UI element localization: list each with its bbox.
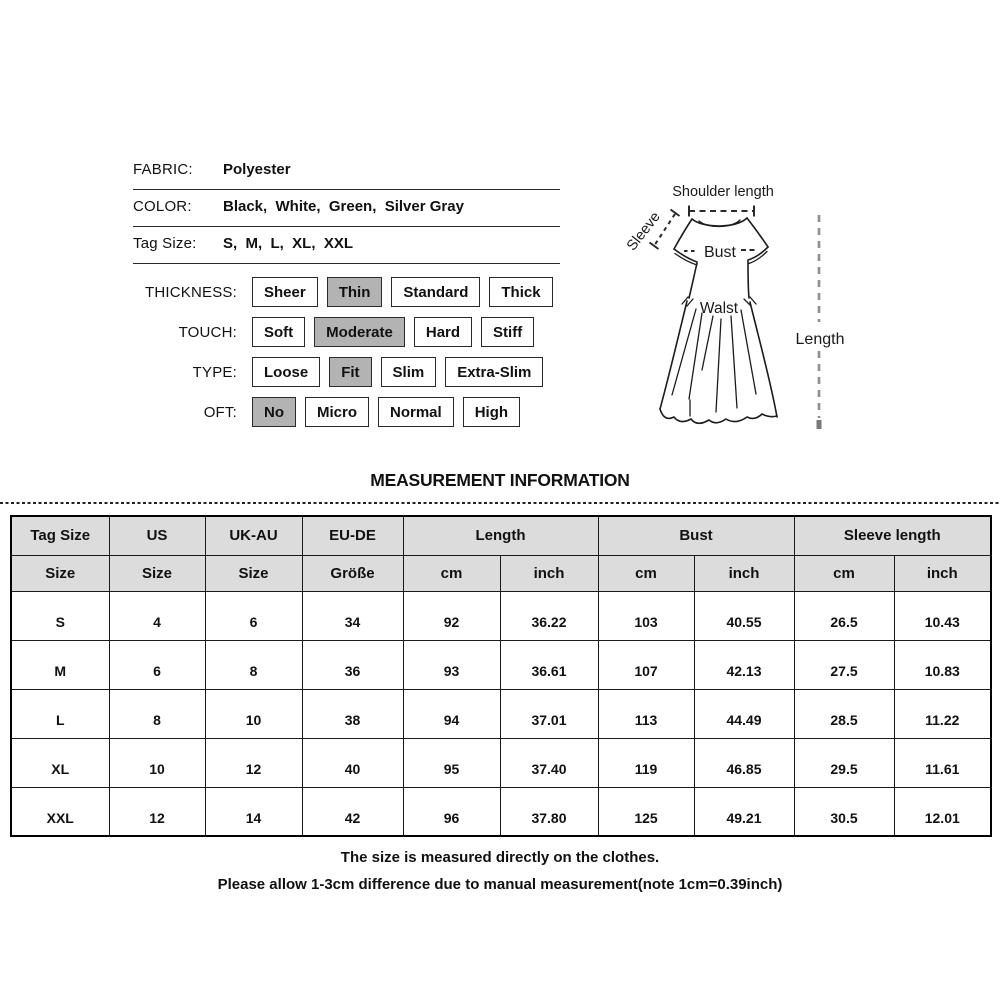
table-cell: 49.21	[694, 787, 794, 836]
tag-size-value: S, M, L, XL, XXL	[223, 235, 354, 252]
option-box: No	[252, 397, 296, 427]
table-cell: 103	[598, 591, 694, 640]
option-box: Standard	[391, 277, 480, 307]
table-cell: 125	[598, 787, 694, 836]
table-cell: 38	[302, 689, 403, 738]
header-tag-size: Tag Size	[11, 516, 109, 555]
table-cell: 34	[302, 591, 403, 640]
header-us: US	[109, 516, 205, 555]
touch-label: TOUCH:	[178, 323, 237, 341]
table-cell: 26.5	[794, 591, 894, 640]
fabric-value: Polyester	[223, 161, 291, 178]
table-cell: 12	[205, 738, 302, 787]
size-table	[10, 515, 992, 837]
shoulder-measure-line	[689, 206, 754, 217]
thickness-label: THICKNESS:	[144, 283, 237, 301]
subheader-cell: cm	[403, 555, 500, 591]
table-cell: XL	[11, 738, 109, 787]
oft-label: OFT:	[203, 403, 237, 421]
table-cell: 8	[109, 689, 205, 738]
note-line-2: Please allow 1-3cm difference due to manual measurement(note 1cm=0.39inch)	[217, 875, 783, 893]
option-box: Micro	[305, 397, 369, 427]
table-cell: 42	[302, 787, 403, 836]
option-box: Soft	[252, 317, 305, 347]
measurement-notes	[0, 845, 1000, 898]
tag-size-label: Tag Size:	[133, 235, 197, 252]
table-cell: 11.61	[894, 738, 991, 787]
table-cell: 107	[598, 640, 694, 689]
type-row	[133, 357, 573, 387]
product-info-block	[133, 159, 560, 270]
table-row	[11, 640, 991, 689]
dress-diagram	[590, 158, 880, 448]
bust-label: Bust	[703, 244, 737, 261]
table-cell: L	[11, 689, 109, 738]
table-cell: 11.22	[894, 689, 991, 738]
option-box: Moderate	[314, 317, 405, 347]
option-box: High	[463, 397, 520, 427]
table-cell: 10	[109, 738, 205, 787]
table-row	[11, 591, 991, 640]
header-sleeve-length: Sleeve length	[794, 516, 991, 555]
option-box: Normal	[378, 397, 454, 427]
thickness-row	[133, 277, 573, 307]
table-cell: 37.80	[500, 787, 598, 836]
table-cell: 96	[403, 787, 500, 836]
table-cell: 42.13	[694, 640, 794, 689]
option-box: Extra-Slim	[445, 357, 543, 387]
table-row	[11, 738, 991, 787]
table-cell: 10	[205, 689, 302, 738]
color-label: COLOR:	[133, 198, 192, 215]
option-box: Thin	[327, 277, 383, 307]
table-row	[11, 689, 991, 738]
section-title: MEASUREMENT INFORMATION	[370, 470, 630, 490]
table-cell: 46.85	[694, 738, 794, 787]
tag-size-row	[133, 233, 560, 264]
table-cell: 119	[598, 738, 694, 787]
option-box: Sheer	[252, 277, 318, 307]
subheader-cell: inch	[500, 555, 598, 591]
option-box: Loose	[252, 357, 320, 387]
length-label: Length	[795, 331, 845, 348]
table-cell: 36	[302, 640, 403, 689]
subheader-cell: inch	[694, 555, 794, 591]
table-cell: 36.61	[500, 640, 598, 689]
table-cell: 40.55	[694, 591, 794, 640]
table-cell: 113	[598, 689, 694, 738]
table-header-row-1	[11, 516, 991, 555]
table-cell: 93	[403, 640, 500, 689]
table-cell: 95	[403, 738, 500, 787]
table-cell: 44.49	[694, 689, 794, 738]
table-cell: 27.5	[794, 640, 894, 689]
table-cell: 10.83	[894, 640, 991, 689]
table-cell: 4	[109, 591, 205, 640]
option-box: Stiff	[481, 317, 534, 347]
fabric-label: FABRIC:	[133, 161, 193, 178]
sleeve-label: Sleeve	[623, 209, 664, 254]
touch-row	[133, 317, 573, 347]
fabric-row	[133, 159, 560, 190]
note-line-1: The size is measured directly on the clothes.	[340, 849, 660, 866]
attribute-scales-block	[133, 277, 573, 437]
table-cell: M	[11, 640, 109, 689]
option-box: Thick	[489, 277, 552, 307]
header-uk-au: UK-AU	[205, 516, 302, 555]
subheader-cell: cm	[598, 555, 694, 591]
subheader-cell: Size	[11, 555, 109, 591]
table-cell: 8	[205, 640, 302, 689]
table-cell: 36.22	[500, 591, 598, 640]
table-cell: 6	[205, 591, 302, 640]
color-row	[133, 196, 560, 227]
subheader-cell: inch	[894, 555, 991, 591]
dotted-divider	[0, 502, 1000, 504]
type-label: TYPE:	[192, 363, 237, 381]
table-row	[11, 787, 991, 836]
table-cell: 28.5	[794, 689, 894, 738]
table-cell: XXL	[11, 787, 109, 836]
subheader-cell: Größe	[302, 555, 403, 591]
table-cell: 12	[109, 787, 205, 836]
table-cell: 6	[109, 640, 205, 689]
subheader-cell: Size	[109, 555, 205, 591]
header-eu-de: EU-DE	[302, 516, 403, 555]
color-value: Black, White, Green, Silver Gray	[223, 198, 464, 215]
subheader-cell: Size	[205, 555, 302, 591]
option-box: Fit	[329, 357, 371, 387]
header-bust: Bust	[598, 516, 794, 555]
table-cell: 37.01	[500, 689, 598, 738]
table-cell: 12.01	[894, 787, 991, 836]
waist-label: Walst	[699, 300, 739, 317]
table-header-row-2	[11, 555, 991, 591]
oft-row	[133, 397, 573, 427]
table-cell: 94	[403, 689, 500, 738]
table-cell: 29.5	[794, 738, 894, 787]
table-cell: 40	[302, 738, 403, 787]
table-cell: 30.5	[794, 787, 894, 836]
subheader-cell: cm	[794, 555, 894, 591]
table-cell: 92	[403, 591, 500, 640]
option-box: Slim	[381, 357, 437, 387]
table-cell: 10.43	[894, 591, 991, 640]
header-length: Length	[403, 516, 598, 555]
table-cell: 37.40	[500, 738, 598, 787]
option-box: Hard	[414, 317, 472, 347]
table-cell: 14	[205, 787, 302, 836]
table-cell: S	[11, 591, 109, 640]
shoulder-length-label: Shoulder length	[672, 184, 774, 200]
